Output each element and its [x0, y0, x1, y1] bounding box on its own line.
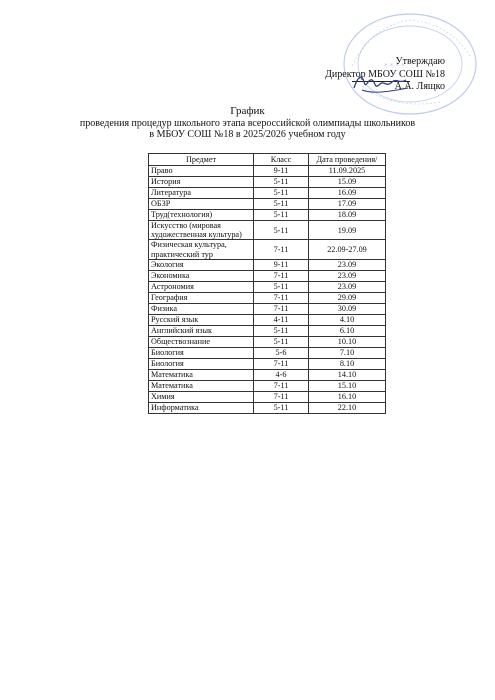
table-row [149, 240, 386, 259]
cell-subject: Труд(технология) [149, 210, 254, 221]
cell-date: 10.10 [309, 336, 386, 347]
cell-grade: 5-11 [254, 188, 309, 199]
olympiad-schedule-table [148, 153, 386, 414]
title-school-year: в МБОУ СОШ №18 в 2025/2026 учебном году [149, 129, 346, 140]
cell-date: 23.09 [309, 270, 386, 281]
cell-date: 15.10 [309, 380, 386, 391]
table-row [149, 325, 386, 336]
cell-date: 15.09 [309, 177, 386, 188]
table-row [149, 336, 386, 347]
cell-subject: История [149, 177, 254, 188]
table-row [149, 259, 386, 270]
title-subheading: проведения процедур школьного этапа всероссийской олимпиады школьников [79, 117, 416, 129]
cell-date: 22.10 [309, 402, 386, 413]
cell-date: 8.10 [309, 358, 386, 369]
cell-date: 14.10 [309, 369, 386, 380]
director-title: Директор МБОУ СОШ №18 [325, 68, 445, 80]
cell-grade: 7-11 [254, 270, 309, 281]
cell-subject: Литература [149, 188, 254, 199]
cell-subject: Биология [149, 347, 254, 358]
table-row [149, 358, 386, 369]
cell-subject: Английский язык [149, 325, 254, 336]
cell-grade: 7-11 [254, 303, 309, 314]
table-row [149, 221, 386, 240]
table-row [149, 270, 386, 281]
table-row [149, 402, 386, 413]
cell-subject: Физика [149, 303, 254, 314]
director-signature [348, 68, 418, 98]
cell-subject: ОБЗР [149, 199, 254, 210]
cell-date: 16.09 [309, 188, 386, 199]
table-row [149, 347, 386, 358]
cell-subject: Обществознание [149, 336, 254, 347]
cell-grade: 5-11 [254, 336, 309, 347]
cell-subject: Химия [149, 391, 254, 402]
cell-grade: 5-11 [254, 177, 309, 188]
table-row [149, 210, 386, 221]
cell-subject: Математика [149, 380, 254, 391]
document-title [0, 106, 495, 141]
table-row [149, 199, 386, 210]
cell-subject: Информатика [149, 402, 254, 413]
cell-subject: Русский язык [149, 314, 254, 325]
table-row [149, 177, 386, 188]
cell-date: 18.09 [309, 210, 386, 221]
cell-grade: 5-11 [254, 281, 309, 292]
cell-grade: 4-6 [254, 369, 309, 380]
cell-grade: 9-11 [254, 166, 309, 177]
table-row [149, 281, 386, 292]
table-row [149, 303, 386, 314]
cell-grade: 5-6 [254, 347, 309, 358]
cell-grade: 7-11 [254, 292, 309, 303]
cell-date: 19.09 [309, 221, 386, 240]
cell-grade: 7-11 [254, 240, 309, 259]
cell-date: 17.09 [309, 199, 386, 210]
cell-date: 16.10 [309, 391, 386, 402]
cell-grade: 7-11 [254, 358, 309, 369]
title-heading: График [230, 105, 265, 117]
cell-subject: Экология [149, 259, 254, 270]
table-row [149, 380, 386, 391]
cell-grade: 5-11 [254, 402, 309, 413]
cell-date: 23.09 [309, 281, 386, 292]
cell-date: 30.09 [309, 303, 386, 314]
cell-date: 22.09-27.09 [309, 240, 386, 259]
cell-subject: Биология [149, 358, 254, 369]
cell-grade: 5-11 [254, 325, 309, 336]
cell-grade: 7-11 [254, 380, 309, 391]
cell-grade: 5-11 [254, 199, 309, 210]
svg-text:* * * *: * * * * [384, 62, 405, 70]
cell-grade: 5-11 [254, 221, 309, 240]
approval-label: Утверждаю [395, 56, 445, 67]
cell-grade: 9-11 [254, 259, 309, 270]
table-header-row [149, 154, 386, 166]
table-row [149, 166, 386, 177]
header-subject: Предмет [149, 154, 254, 166]
cell-date: 11.09.2025 [309, 166, 386, 177]
cell-subject: Физическая культура, практический тур [149, 240, 254, 259]
header-date: Дата проведения/ [309, 154, 386, 166]
header-grade: Класс [254, 154, 309, 166]
cell-grade: 7-11 [254, 391, 309, 402]
cell-subject: Астрономия [149, 281, 254, 292]
cell-subject: Искусство (мировая художественная культура) [149, 221, 254, 240]
table-row [149, 314, 386, 325]
cell-grade: 5-11 [254, 210, 309, 221]
cell-grade: 4-11 [254, 314, 309, 325]
cell-date: 23.09 [309, 259, 386, 270]
cell-subject: География [149, 292, 254, 303]
table-row [149, 391, 386, 402]
cell-date: 6.10 [309, 325, 386, 336]
table-row [149, 292, 386, 303]
cell-date: 7.10 [309, 347, 386, 358]
cell-subject: Математика [149, 369, 254, 380]
cell-subject: Экономика [149, 270, 254, 281]
table-row [149, 188, 386, 199]
cell-subject: Право [149, 166, 254, 177]
table-row [149, 369, 386, 380]
director-name: А.А. Лящко [394, 81, 445, 92]
cell-date: 4.10 [309, 314, 386, 325]
cell-date: 29.09 [309, 292, 386, 303]
